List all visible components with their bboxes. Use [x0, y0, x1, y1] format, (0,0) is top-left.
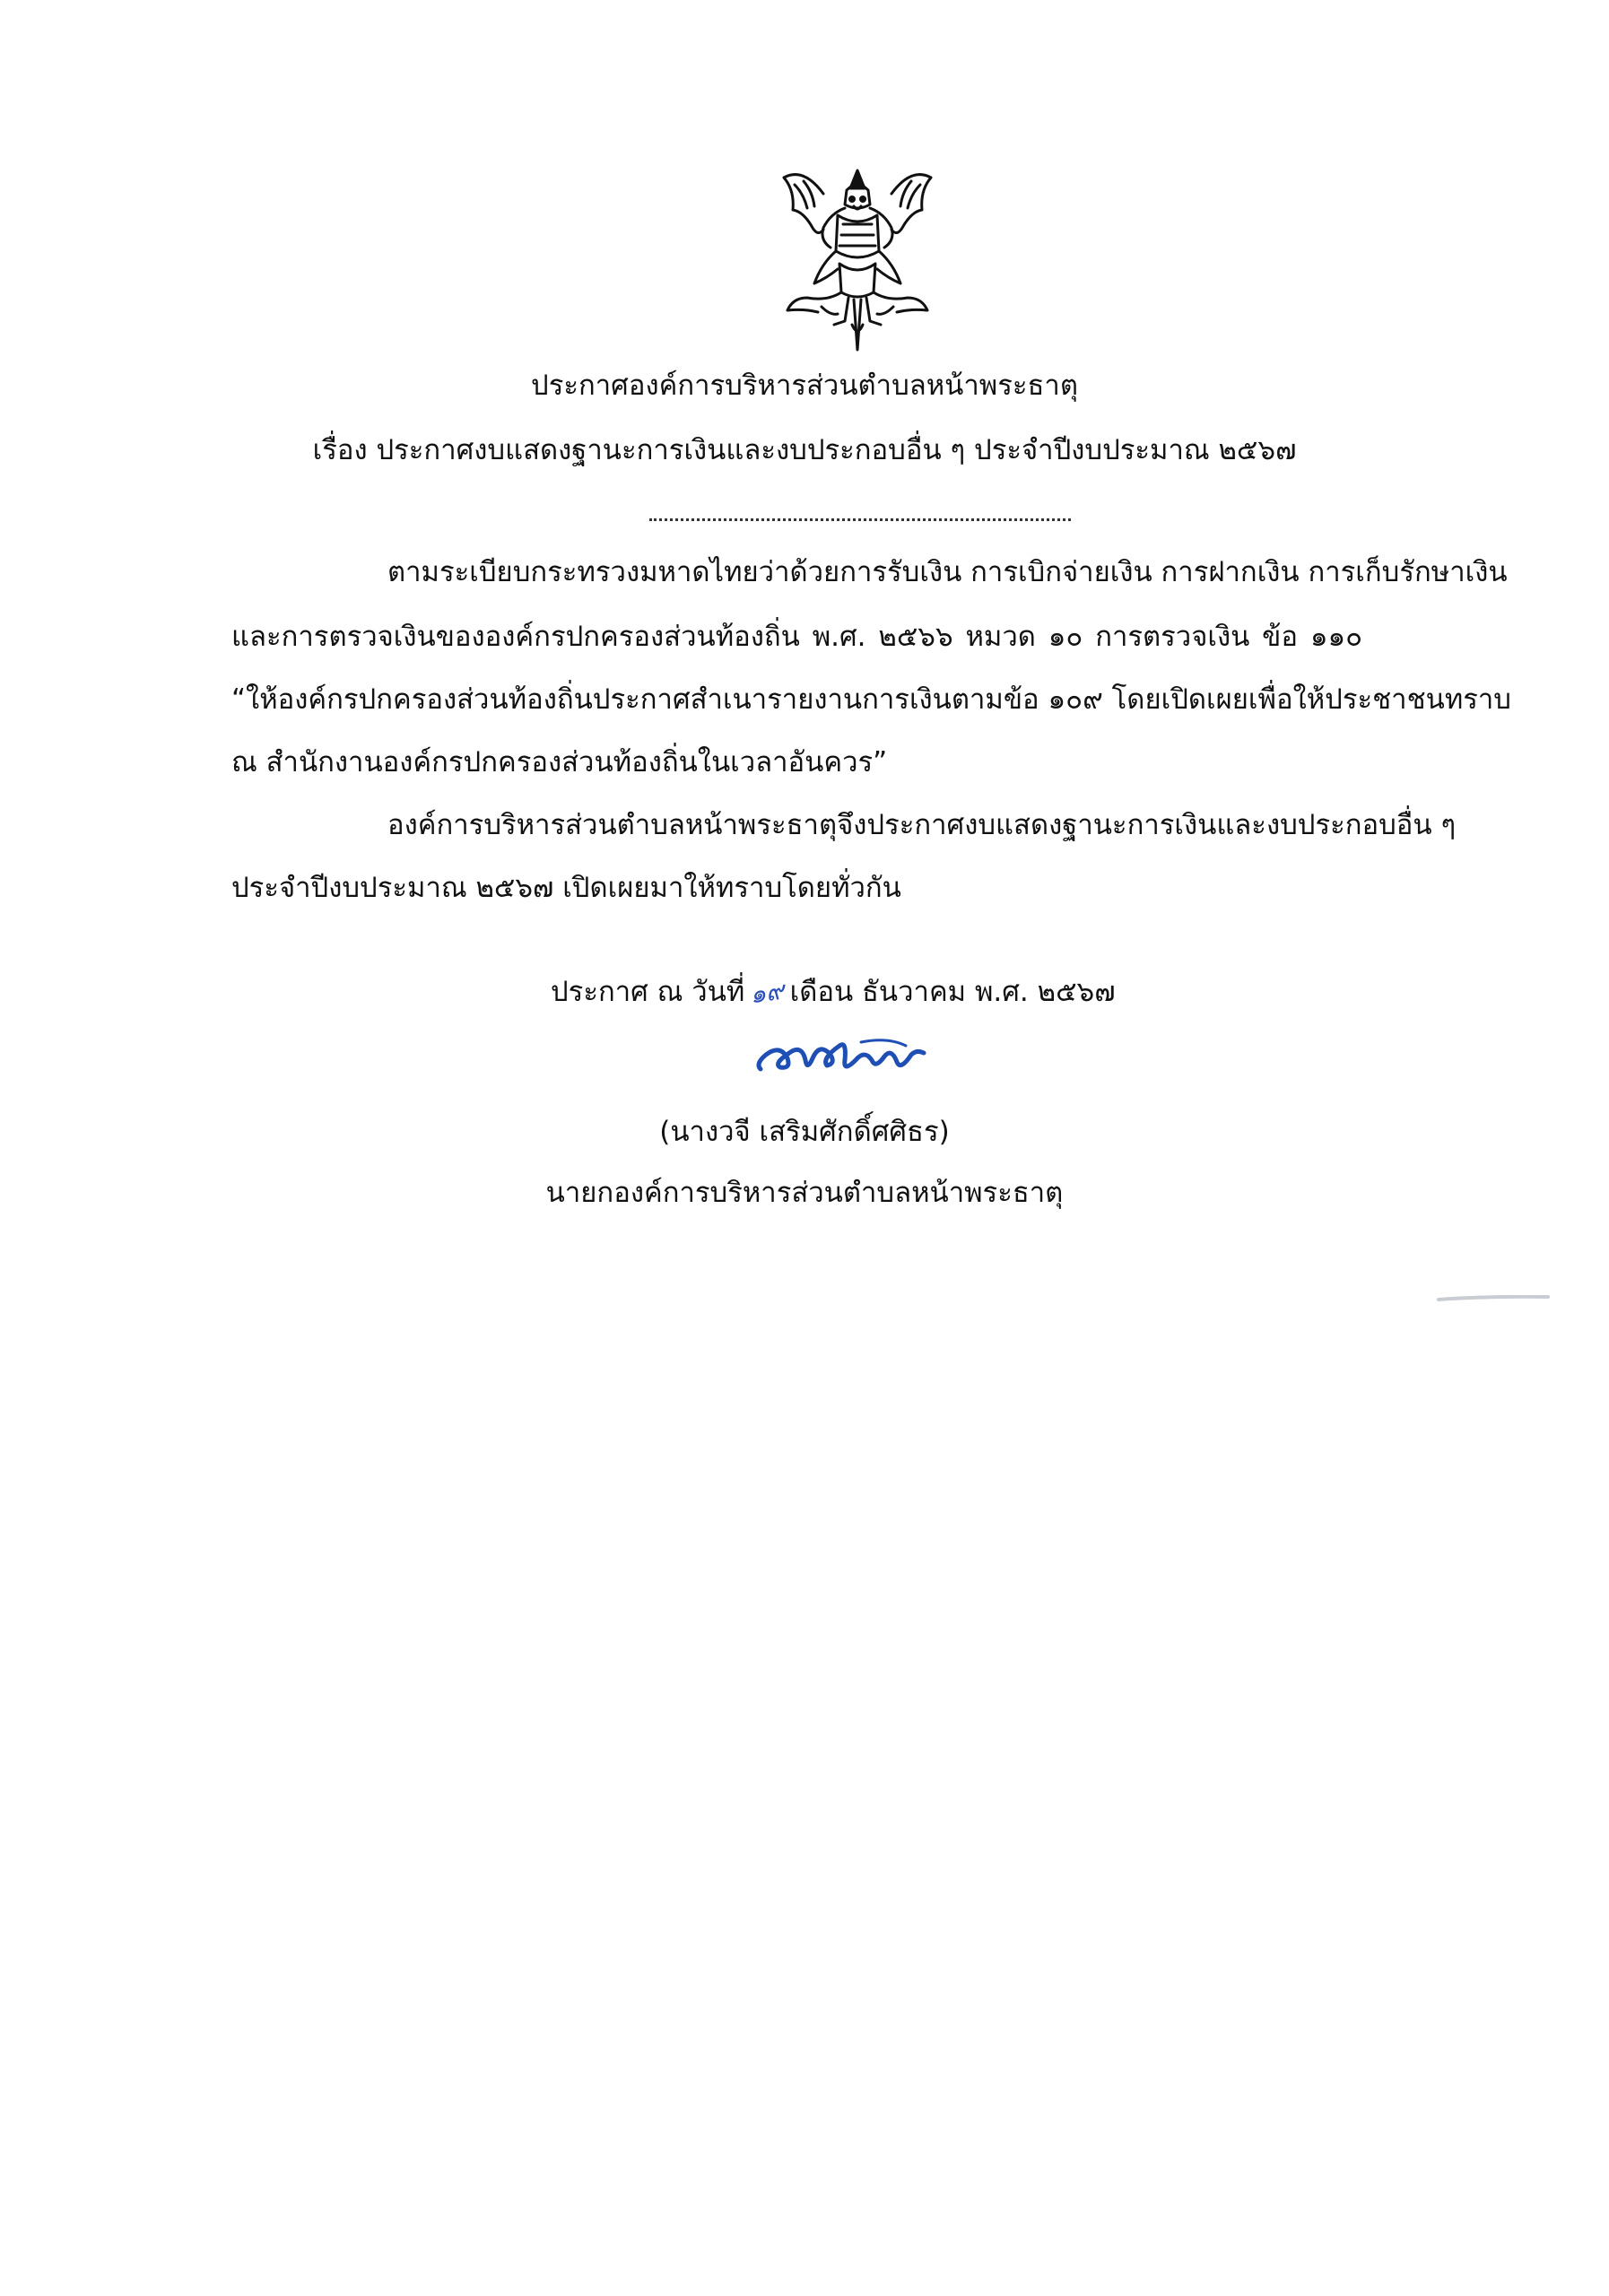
- announcement-subject: เรื่อง ประกาศงบแสดงฐานะการเงินและงบประกอบอื่น ๆ ประจำปีงบประมาณ ๒๕๖๗: [312, 434, 1297, 466]
- dotted-divider: [649, 518, 1071, 521]
- signatory-position: นายกองค์การบริหารส่วนตำบลหน้าพระธาตุ: [545, 1177, 1064, 1209]
- paragraph-line: องค์การบริหารส่วนตำบลหน้าพระธาตุจึงประกาศงบแสดงฐานะการเงินและงบประกอบอื่น ๆ: [387, 809, 1457, 841]
- announcement-title: ประกาศองค์การบริหารส่วนตำบลหน้าพระธาตุ: [531, 370, 1078, 402]
- date-prefix: ประกาศ ณ วันที่: [551, 976, 745, 1008]
- paragraph-line: ประจำปีงบประมาณ ๒๕๖๗ เปิดเผยมาให้ทราบโดยทั่วกัน: [231, 872, 901, 904]
- signatory-name: (นางวจี เสริมศักดิ์ศศิธร): [659, 1116, 950, 1148]
- handwritten-signature: [753, 1028, 933, 1080]
- paragraph-line: และการตรวจเงินขององค์กรปกครองส่วนท้องถิ่น พ.ศ. ๒๕๖๖ หมวด ๑๐ การตรวจเงิน ข้อ ๑๑๐: [231, 621, 1363, 653]
- paper-scuff-mark: [1435, 1295, 1552, 1302]
- paragraph-line: ตามระเบียบกระทรวงมหาดไทยว่าด้วยการรับเงิน การเบิกจ่ายเงิน การฝากเงิน การเก็บรักษาเงิน: [387, 556, 1508, 588]
- announcement-date: [551, 972, 1116, 1013]
- date-day-handwritten: ๑๙: [748, 975, 787, 1010]
- date-suffix: เดือน ธันวาคม พ.ศ. ๒๕๖๗: [789, 976, 1116, 1008]
- paragraph-line: ณ สำนักงานองค์กรปกครองส่วนท้องถิ่นในเวลาอันควร”: [231, 746, 888, 778]
- paragraph-line: “ให้องค์กรปกครองส่วนท้องถิ่นประกาศสำเนารายงานการเงินตามข้อ ๑๐๙ โดยเปิดเผยเพื่อให้ประชาชนทราบ: [231, 683, 1511, 716]
- garuda-emblem-icon: [768, 158, 947, 353]
